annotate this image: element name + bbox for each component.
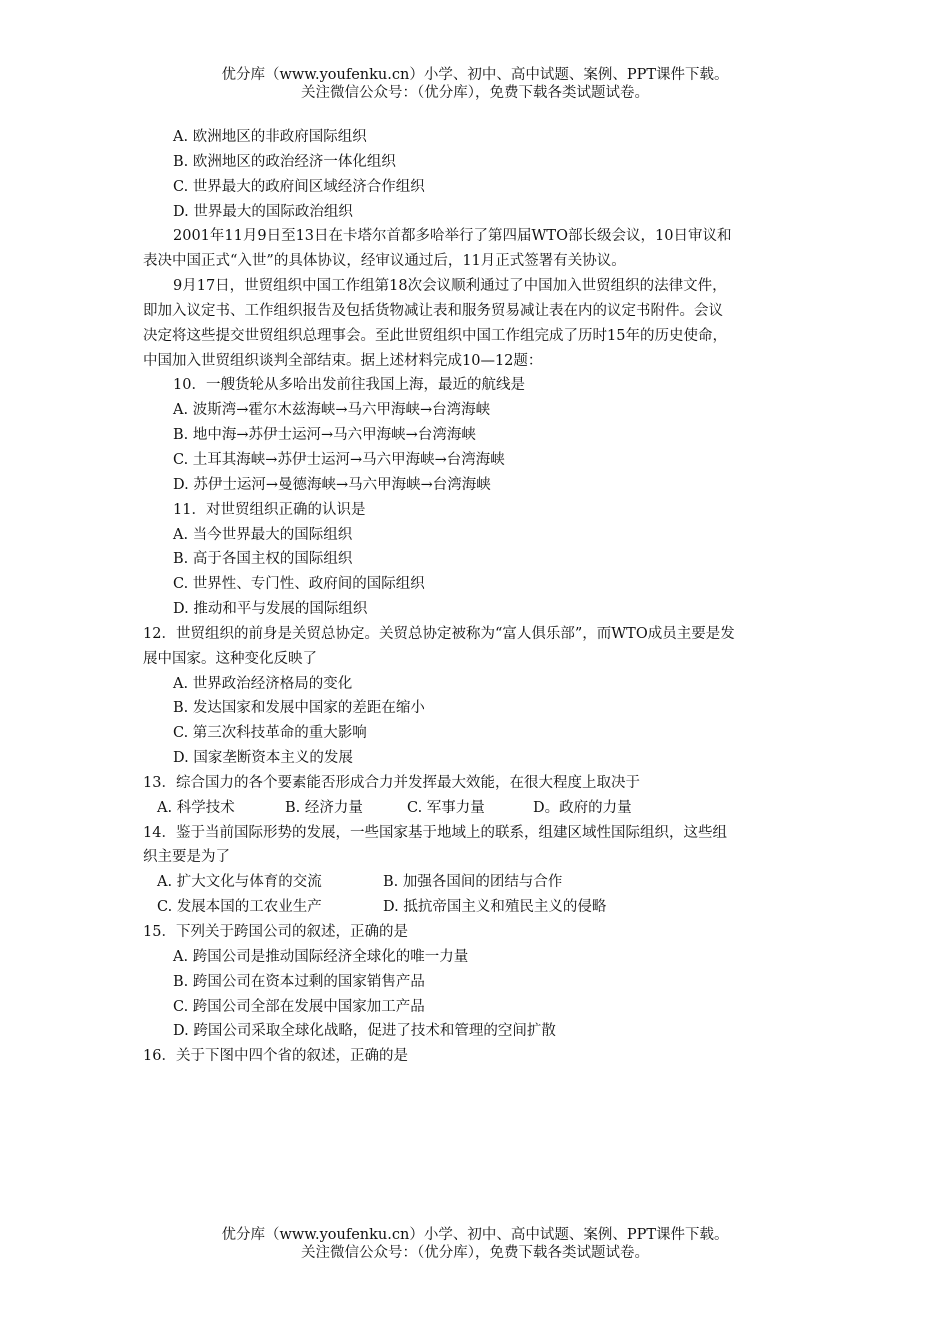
q10-option-a: A. 波斯湾→霍尔木兹海峡→马六甲海峡→台湾海峡: [173, 402, 491, 419]
q14-options-row-1: [143, 870, 823, 895]
q13-stem: 13．综合国力的各个要素能否形成合力并发挥最大效能，在很大程度上取决于: [143, 774, 640, 791]
page-footer: [0, 1226, 950, 1262]
q10-option-c: C. 土耳其海峡→苏伊士运河→马六甲海峡→台湾海峡: [173, 451, 505, 468]
q13-option-c: C. 军事力量: [407, 799, 485, 816]
q12-option-a: A. 世界政治经济格局的变化: [173, 675, 353, 692]
material-paragraph-2-line-2: 即加入议定书、工作组织报告及包括货物减让表和服务贸易减让表在内的议定书附件。会议: [143, 302, 723, 319]
q9-option-c: C. 世界最大的政府间区域经济合作组织: [173, 178, 425, 195]
material-paragraph-1-line-1: 2001年11月9日至13日在卡塔尔首都多哈举行了第四届WTO部长级会议，10日审议和: [173, 228, 732, 245]
header-line-1: 优分库（www.youfenku.cn）小学、初中、高中试题、案例、PPT课件下载。: [221, 67, 729, 83]
q14-option-b: B. 加强各国间的团结与合作: [383, 874, 563, 891]
q11-stem: 11．对世贸组织正确的认识是: [173, 501, 366, 518]
q12-stem-line-1: 12．世贸组织的前身是关贸总协定。关贸总协定被称为“富人俱乐部”，而WTO成员主要是发: [143, 625, 735, 642]
q12-option-b: B. 发达国家和发展中国家的差距在缩小: [173, 700, 425, 717]
q11-option-c: C. 世界性、专门性、政府间的国际组织: [173, 576, 425, 593]
q9-option-d: D. 世界最大的国际政治组织: [173, 203, 353, 220]
q13-option-d: D。政府的力量: [533, 799, 632, 816]
q12-stem-line-2: 展中国家。这种变化反映了: [143, 650, 317, 667]
q15-stem: 15．下列关于跨国公司的叙述，正确的是: [143, 924, 408, 940]
q10-option-b: B. 地中海→苏伊士运河→马六甲海峡→台湾海峡: [173, 427, 476, 444]
q14-options-row-2: [143, 895, 823, 920]
q14-stem-line-1: 14．鉴于当前国际形势的发展，一些国家基于地域上的联系，组建区域性国际组织，这些组: [143, 824, 727, 841]
q13-option-b: B. 经济力量: [285, 799, 363, 816]
material-paragraph-2-line-3: 决定将这些提交世贸组织总理事会。至此世贸组织中国工作组完成了历时15年的历史使命，: [143, 327, 727, 344]
q15-option-a: A. 跨国公司是推动国际经济全球化的唯一力量: [173, 948, 469, 965]
q13-option-a: A. 科学技术: [157, 799, 235, 816]
q14-stem-line-2: 织主要是为了: [143, 849, 230, 866]
q10-stem: 10．一艘货轮从多哈出发前往我国上海，最近的航线是: [173, 377, 525, 394]
q10-option-d: D. 苏伊士运河→曼德海峡→马六甲海峡→台湾海峡: [173, 476, 491, 493]
page-header: [0, 66, 950, 102]
q11-option-a: A. 当今世界最大的国际组织: [173, 526, 353, 543]
q12-option-d: D. 国家垄断资本主义的发展: [173, 750, 353, 767]
q16-stem: 16．关于下图中四个省的叙述，正确的是: [143, 1048, 408, 1065]
q11-option-b: B. 高于各国主权的国际组织: [173, 551, 353, 568]
q12-option-c: C. 第三次科技革命的重大影响: [173, 725, 367, 742]
footer-line-1: 优分库（www.youfenku.cn）小学、初中、高中试题、案例、PPT课件下载。: [221, 1227, 729, 1243]
material-paragraph-2-line-4: 中国加入世贸组织谈判全部结束。据上述材料完成10—12题：: [143, 352, 543, 369]
header-line-2: 关注微信公众号：（优分库），免费下载各类试题试卷。: [301, 85, 649, 101]
document-body: [143, 125, 823, 1069]
q14-option-c: C. 发展本国的工农业生产: [157, 899, 322, 916]
q9-option-a: A. 欧洲地区的非政府国际组织: [173, 129, 367, 145]
material-paragraph-1-line-2: 表决中国正式“入世”的具体协议，经审议通过后，11月正式签署有关协议。: [143, 253, 626, 270]
q13-options-row: [143, 796, 823, 821]
q15-option-d: D. 跨国公司采取全球化战略，促进了技术和管理的空间扩散: [173, 1023, 556, 1040]
q15-option-b: B. 跨国公司在资本过剩的国家销售产品: [173, 973, 425, 990]
q15-option-c: C. 跨国公司全部在发展中国家加工产品: [173, 998, 425, 1015]
material-paragraph-2-line-1: 9月17日，世贸组织中国工作组第18次会议顺利通过了中国加入世贸组织的法律文件，: [173, 278, 727, 295]
footer-line-2: 关注微信公众号：（优分库），免费下载各类试题试卷。: [301, 1245, 649, 1261]
q14-option-d: D. 抵抗帝国主义和殖民主义的侵略: [383, 899, 607, 916]
q11-option-d: D. 推动和平与发展的国际组织: [173, 601, 368, 618]
q9-option-b: B. 欧洲地区的政治经济一体化组织: [173, 153, 396, 170]
q14-option-a: A. 扩大文化与体育的交流: [157, 874, 322, 891]
